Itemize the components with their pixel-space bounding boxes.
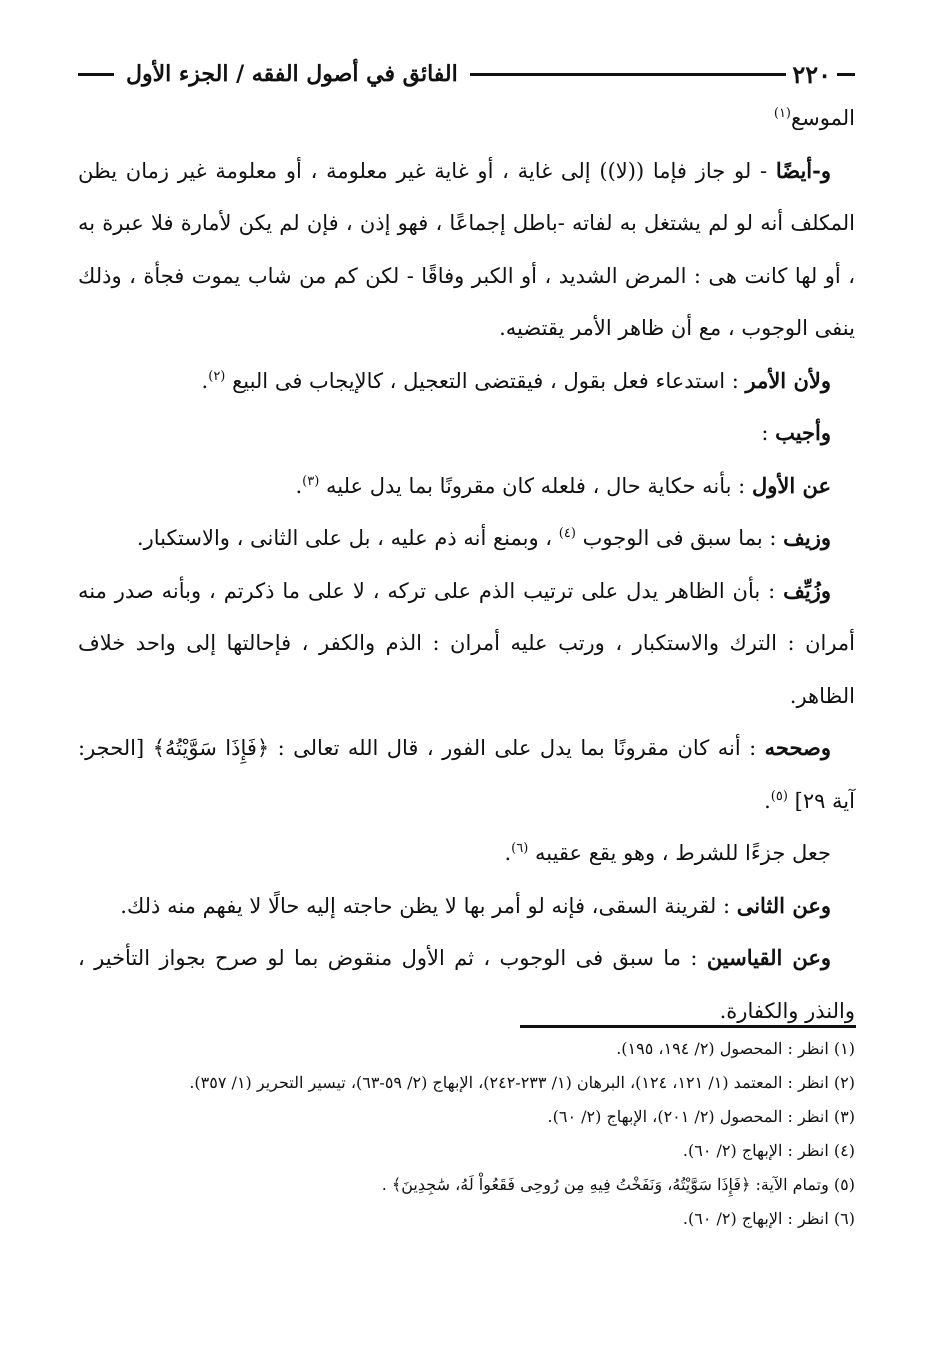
footnote: (٢) انظر : المعتمد (١/ ١٢١، ١٢٤)، البرهان (١/ ٢٣٣-٢٤٢)، الإبهاج (٢/ ٥٩-٦٣)، تيسير التحرير (١/ ٣٥٧).: [189, 1073, 855, 1092]
paragraph: جعل جزءًا للشرط ، وهو يقع عقيبه $^{(٦)}$.: [504, 841, 831, 865]
footnote-ref: (٥): [770, 788, 788, 804]
footnote: (١) انظر : المحصول (٢/ ١٩٤، ١٩٥).: [616, 1039, 855, 1058]
running-header: [78, 54, 855, 94]
footnote-ref: (٣): [302, 473, 320, 489]
footnote-separator: [520, 1025, 856, 1028]
footnote-ref: (٦): [511, 841, 529, 856]
footnotes: [78, 1034, 855, 1238]
paragraph-lead: وزُيِّف: [783, 577, 832, 603]
paragraph: وعن الثانى : لقرينة السقى، فإنه لو أمر بها لا يظن حاجته إليه حالًا لا يفهم منه ذلك.: [120, 892, 831, 918]
paragraph: وأجيب :: [761, 420, 831, 445]
paragraph: و-أيضًا - لو جاز فإما ((لا)) إلى غاية ، أو غاية غير معلومة ، أو معلومة غير زمان يظن المكلف أنه لو لم يشتغل به لفاته -باطل إجماعًا ، فهو إذن ، فإن لم يكن لأمارة فلا عبرة به ، أو لها كانت هى : المرض الشديد ، أو الكبر وفاقًا - لكن كم من شاب يموت فجأة ، وذلك ينفى الوجوب ، مع أن ظاهر الأمر يقتضيه.: [78, 157, 855, 340]
paragraph: وزُيِّف : بأن الظاهر يدل على ترتيب الذم على تركه ، لا على ما ذكرتم ، وبأنه صدر منه أمران : الترك والاستكبار ، ورتب عليه أمران : الذم والكفر ، فإحالتها إلى واحد خلاف الظاهر.: [78, 577, 855, 708]
paragraph: وعن القياسين : ما سبق فى الوجوب ، ثم الأول منقوض بما لو صرح بجواز التأخير ، والنذر والكفارة.: [78, 945, 855, 1023]
footnote: (٤) انظر : الإبهاج (٢/ ٦٠).: [682, 1141, 855, 1160]
paragraph: عن الأول : بأنه حكاية حال ، فلعله كان مقرونًا بما يدل عليه $^{(٣)}$.: [295, 472, 831, 498]
footnote: (٥) وتمام الآية: ﴿فَإِذَا سَوَّيْتُهُ، وَنَفَخْتُ فِيهِ مِن رُوحِى فَقَعُواْ لَهُ، سَٰجِدِينَ﴾ .: [381, 1175, 855, 1194]
header-rule-left: [78, 73, 114, 76]
running-title: الفائق في أصول الفقه / الجزء الأول: [126, 61, 458, 87]
header-rule-right: [837, 73, 855, 76]
paragraph-lead: وصححه: [764, 735, 831, 760]
page-number: ٢٢٠: [792, 59, 831, 89]
paragraph-lead: ولأن الأمر: [745, 367, 831, 393]
paragraph: وصححه : أنه كان مقرونًا بما يدل على الفور ، قال الله تعالى : ﴿فَإِذَا سَوَّيْتُهُ﴾ [الحجر: آية ٢٩] $^{(٥)}$.: [78, 735, 855, 813]
paragraph-lead: وعن القياسين: [706, 945, 831, 970]
footnote-ref: (٢): [208, 368, 226, 384]
footnote-ref: (١): [773, 106, 791, 121]
paragraph: الموسع$^{(١)}$: [773, 106, 855, 130]
paragraph-lead: وأجيب: [775, 420, 831, 445]
paragraph: وزيف : بما سبق فى الوجوب $^{(٤)}$ ، وبمنع أنه ذم عليه ، بل على الثانى ، والاستكبار.: [136, 525, 831, 550]
paragraph-lead: عن الأول: [751, 472, 831, 498]
paragraph-lead: وزيف: [783, 525, 831, 550]
footnote-ref: (٤): [558, 526, 576, 541]
footnote: (٦) انظر : الإبهاج (٢/ ٦٠).: [682, 1209, 855, 1228]
header-rule-middle: [470, 73, 787, 76]
footnote: (٣) انظر : المحصول (٢/ ٢٠١)، الإبهاج (٢/ ٦٠).: [547, 1107, 855, 1126]
paragraph-lead: وعن الثانى: [736, 892, 831, 918]
paragraph: ولأن الأمر : استدعاء فعل بقول ، فيقتضى التعجيل ، كالإيجاب فى البيع $^{(٢)}$.: [201, 367, 831, 393]
paragraph-lead: و-أيضًا: [775, 157, 831, 183]
main-text: [78, 92, 855, 1037]
